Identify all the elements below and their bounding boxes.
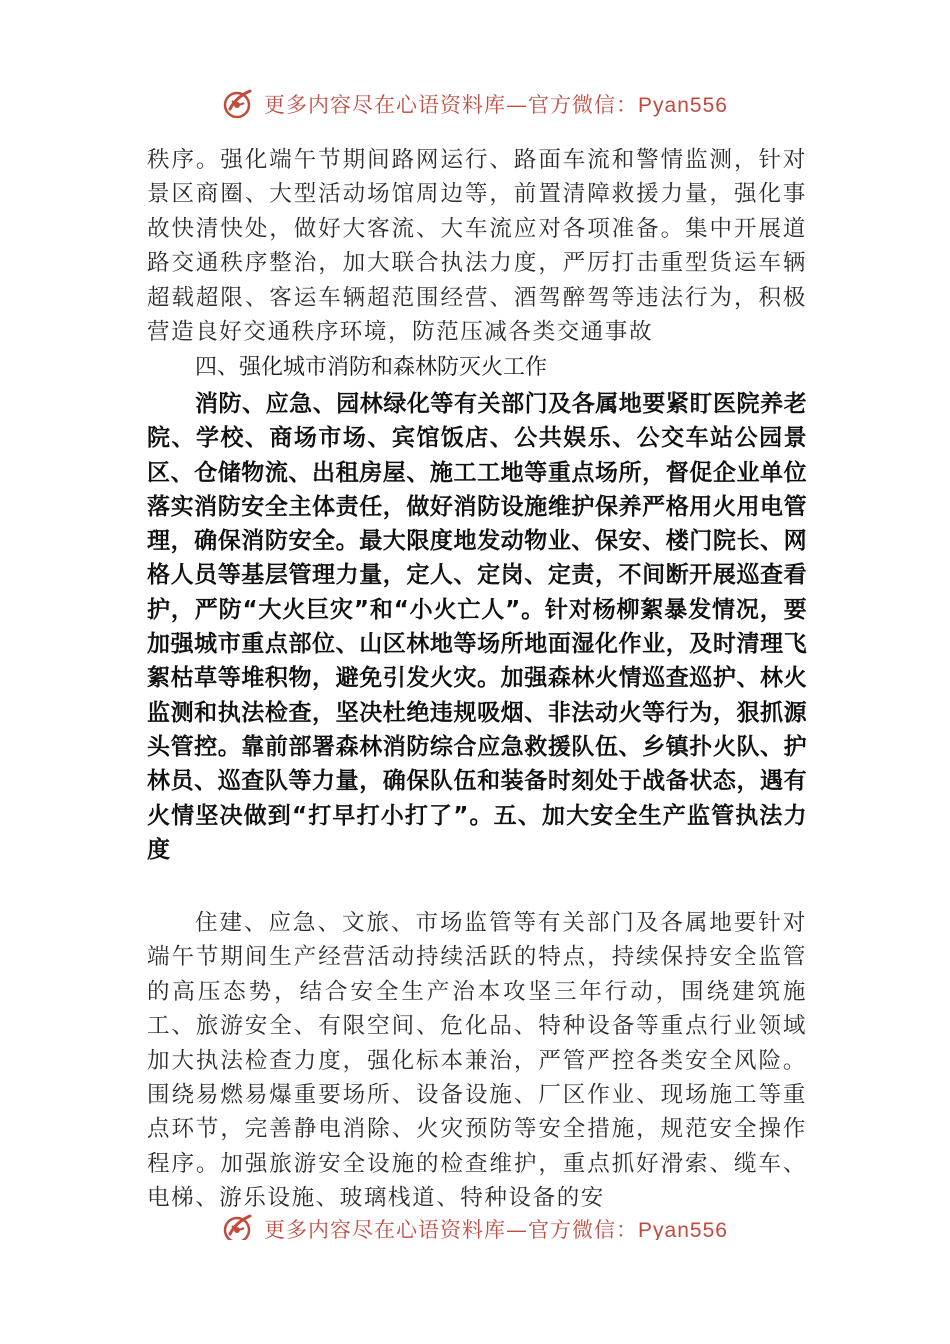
heading-text: 四、强化城市消防和森林防灭火工作 — [195, 355, 548, 380]
watermark-text: 更多内容尽在心语资料库—官方微信：Pyan556 — [264, 1218, 728, 1240]
paragraph-safety-supervision — [147, 906, 807, 1216]
paragraph-text: 住建、应急、文旅、市场监管等有关部门及各属地要针对端午节期间生产经营活动持续活跃的特点，持续保持安全监管的高压态势，结合安全生产治本攻坚三年行动，围绕建筑施工、旅游安全、有限空间、危化品、特种设备等重点行业领域加大执法检查力度，强化标本兼治，严管严控各类安全风险。围绕易燃易爆重要场所、设备设施、厂区作业、现场施工等重点环节，完善静电消除、火灾预防等安全措施，规范安全操作程序。加强旅游安全设施的检查维护，重点抓好滑索、缆车、电梯、游乐设施、玻璃栈道、特种设备的安 — [147, 910, 807, 1212]
paragraph-text: 消防、应急、园林绿化等有关部门及各属地要紧盯医院养老院、学校、商场市场、宾馆饭店、公共娱乐、公交车站公园景区、仓储物流、出租房屋、施工工地等重点场所，督促企业单位落实消防安全主体责任，做好消防设施维护保养严格用火用电管理，确保消防安全。最大限度地发动物业、保安、楼门院长、网格人员等基层管理力量，定人、定岗、定责，不间断开展巡查看护，严防“大火巨灾”和“小火亡人”。针对杨柳絮暴发情况，要加强城市重点部位、山区林地等场所地面湿化作业，及时清理飞絮枯草等堆积物，避免引发火灾。加强森林火情巡查巡护、林火监测和执法检查，坚决杜绝违规吸烟、非法动火等行为，狠抓源头管控。靠前部署森林消防综合应急救援队伍、乡镇扑火队、护林员、巡查队等力量，确保队伍和装备时刻处于战备状态，遇有火情坚决做到“打早打小打了”。五、加大安全生产监管执法力度 — [147, 391, 807, 863]
writing-logo-icon — [222, 87, 256, 121]
wechat-id: Pyan556 — [638, 1219, 728, 1240]
paragraph-fire-prevention — [147, 387, 807, 867]
wechat-id: Pyan556 — [638, 94, 728, 117]
paragraph-traffic-continued — [147, 143, 807, 349]
paragraph-text: 秩序。强化端午节期间路网运行、路面车流和警情监测，针对景区商圈、大型活动场馆周边等，前置清障救援力量，强化事故快清快处，做好大客流、大车流应对各项准备。集中开展道路交通秩序整治，加大联合执法力度，严厉打击重型货运车辆超载超限、客运车辆超范围经营、酒驾醉驾等违法行为，积极营造良好交通秩序环境，防范压减各类交通事故 — [147, 147, 807, 346]
watermark-banner-top — [0, 84, 950, 124]
watermark-text: 更多内容尽在心语资料库—官方微信：Pyan556 — [264, 93, 728, 117]
watermark-banner-bottom — [0, 1206, 950, 1240]
section-heading-4 — [147, 351, 807, 385]
writing-logo-icon — [222, 1212, 256, 1240]
